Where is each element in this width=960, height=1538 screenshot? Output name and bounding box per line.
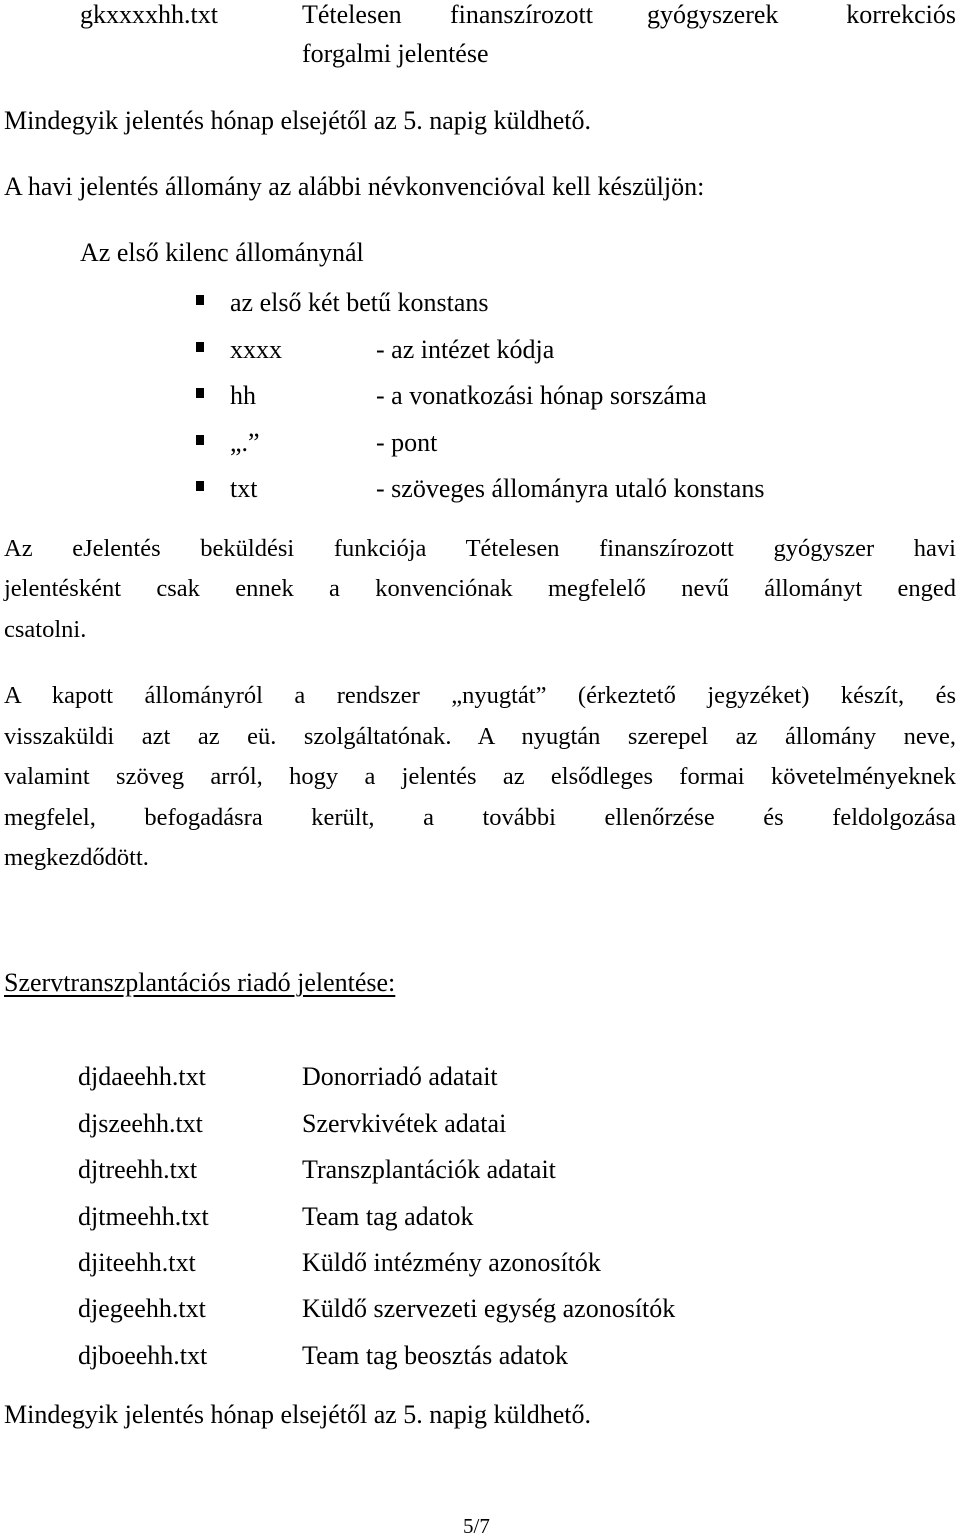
bullet-desc: - pont: [376, 428, 438, 457]
bullet-code: xxxx: [230, 335, 282, 364]
file-name: djiteehh.txt: [78, 1248, 196, 1277]
bullet-code: hh: [230, 381, 256, 410]
square-bullet-icon: [196, 295, 204, 305]
bullet-desc: - az intézet kódja: [376, 335, 555, 364]
square-bullet-icon: [196, 481, 204, 491]
page-number: 5/7: [463, 1514, 490, 1538]
file-name: djtmeehh.txt: [78, 1202, 209, 1231]
file-name: djegeehh.txt: [78, 1294, 206, 1323]
paragraph-line: Az eJelentés beküldési funkciója Tételesen finanszírozott gyógyszer havi: [4, 535, 956, 562]
section-heading: Szervtranszplantációs riadó jelentése:: [4, 968, 396, 997]
paragraph-line: jelentésként csak ennek a konvenciónak megfelelő nevű állományt enged: [4, 575, 956, 602]
top-filename: gkxxxxhh.txt: [80, 0, 218, 29]
file-name: djszeehh.txt: [78, 1109, 203, 1138]
paragraph-line: megkezdődött.: [4, 844, 149, 871]
file-desc: Team tag beosztás adatok: [302, 1341, 569, 1370]
paragraph-line: A kapott állományról a rendszer „nyugtát” (érkeztető jegyzéket) készít, és: [4, 682, 956, 709]
deadline-text: Mindegyik jelentés hónap elsejétől az 5. napig küldhető.: [4, 1400, 592, 1429]
bullet-desc: - szöveges állományra utaló konstans: [376, 474, 765, 503]
naming-intro: A havi jelentés állomány az alábbi névkonvencióval kell készüljön:: [4, 172, 705, 201]
top-desc-line2: forgalmi jelentése: [302, 39, 489, 68]
paragraph-line: megfelel, befogadásra került, a további ellenőrzése és feldolgozása: [4, 804, 956, 831]
bullet-code: txt: [230, 474, 258, 503]
file-name: djboeehh.txt: [78, 1341, 208, 1370]
paragraph-line: valamint szöveg arról, hogy a jelentés az elsődleges formai követelményeknek: [4, 763, 956, 790]
file-desc: Szervkivétek adatai: [302, 1109, 507, 1138]
paragraph-line: visszaküldi azt az eü. szolgáltatónak. A nyugtán szerepel az állomány neve,: [4, 723, 956, 750]
file-desc: Transzplantációk adatait: [302, 1155, 556, 1184]
top-desc-word: korrekciós: [846, 0, 956, 29]
bullet-code: „.”: [230, 428, 260, 457]
file-name: djdaeehh.txt: [78, 1062, 206, 1091]
paragraph-line: csatolni.: [4, 616, 87, 643]
file-desc: Küldő szervezeti egység azonosítók: [302, 1294, 676, 1323]
deadline-text: Mindegyik jelentés hónap elsejétől az 5. napig küldhető.: [4, 106, 592, 135]
file-desc: Team tag adatok: [302, 1202, 474, 1231]
file-desc: Küldő intézmény azonosítók: [302, 1248, 601, 1277]
top-desc-word: finanszírozott: [450, 0, 593, 29]
first-nine-label: Az első kilenc állománynál: [80, 238, 364, 267]
bullet-code: az első két betű konstans: [230, 288, 489, 317]
bullet-desc: - a vonatkozási hónap sorszáma: [376, 381, 707, 410]
square-bullet-icon: [196, 435, 204, 445]
file-desc: Donorriadó adatait: [302, 1062, 498, 1091]
square-bullet-icon: [196, 342, 204, 352]
top-desc-word: Tételesen: [302, 0, 402, 29]
square-bullet-icon: [196, 388, 204, 398]
top-desc-word: gyógyszerek: [647, 0, 779, 29]
file-name: djtreehh.txt: [78, 1155, 198, 1184]
